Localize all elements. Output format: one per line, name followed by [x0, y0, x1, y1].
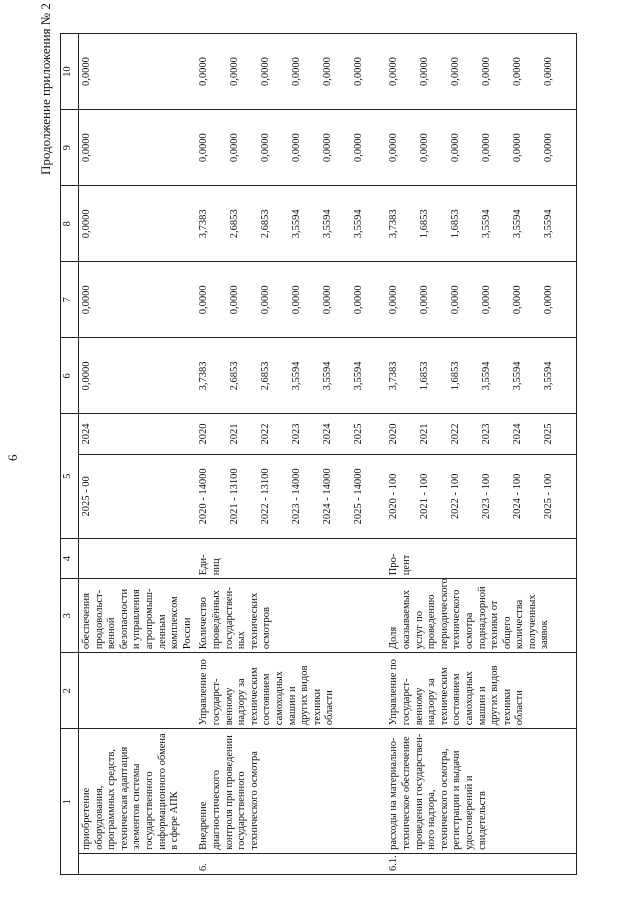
header-cell: 6: [61, 338, 79, 414]
cell-value: 3,5594: [543, 209, 555, 239]
cell-value: 3,5594: [353, 209, 365, 239]
cell-value: 0,0000: [543, 57, 555, 87]
cell-value: 3,5594: [322, 209, 334, 239]
cell-value: 0,0000: [512, 57, 524, 87]
page-number: 6: [5, 454, 20, 461]
cell-value: 0,0000: [481, 285, 493, 315]
cell-name: расходы на материально-техническое обеспечение проведения государствен-ного надзора, технического осмотра, регистрации и выдачи удостоверений и свидетельств: [386, 729, 577, 854]
cell-c8: [79, 186, 197, 262]
cell-value: 1,6853: [419, 361, 431, 391]
cell-value: 0,0000: [512, 285, 524, 315]
cell-unit: Про-цент: [386, 539, 577, 579]
program-table: [60, 33, 577, 875]
cell-value: 3,5594: [353, 361, 365, 391]
cell-value: 0,0000: [81, 57, 92, 87]
cell-value: 2023: [481, 423, 493, 445]
header-cell: 10: [61, 34, 79, 110]
cell-value: 2021 - 13100: [229, 468, 241, 525]
cell-value: 0,0000: [388, 57, 400, 87]
cell-c7: [196, 262, 386, 338]
cell-value: 2020 - 14000: [198, 468, 210, 525]
header-row: [61, 34, 79, 875]
cell-c10: [196, 34, 386, 110]
table-body: [79, 34, 577, 875]
cell-unit: Еди-ниц: [196, 539, 386, 579]
table-row: [386, 34, 577, 875]
cell-value: 2023: [291, 423, 303, 445]
cell-value: 2024: [322, 423, 334, 445]
cell-value: 0,0000: [322, 133, 334, 163]
cell-executor: Управление по государст-венному надзору за техническим состоянием самоходных машин и других видов техники области: [196, 653, 386, 729]
cell-value: 3,7383: [388, 361, 400, 391]
cell-years: [386, 414, 577, 454]
cell-value: 2021: [229, 423, 241, 445]
cell-value: 3,5594: [322, 361, 334, 391]
cell-value: 3,5594: [512, 361, 524, 391]
cell-value: 0,0000: [291, 285, 303, 315]
cell-value: 3,5594: [481, 361, 493, 391]
cell-c8: [386, 186, 577, 262]
cell-value: 0,0000: [450, 133, 462, 163]
cell-value: 0,0000: [229, 285, 241, 315]
cell-unit: [79, 539, 197, 579]
cell-c8: [196, 186, 386, 262]
cell-value: 0,0000: [353, 57, 365, 87]
cell-value: 0,0000: [419, 133, 431, 163]
cell-value: 0,0000: [198, 57, 210, 87]
cell-value: 2,6853: [229, 209, 241, 239]
cell-value: 0,0000: [81, 285, 92, 315]
cell-value: 0,0000: [81, 361, 92, 391]
cell-value: 1,6853: [450, 361, 462, 391]
cell-value: 2023 - 100: [481, 473, 493, 520]
cell-value: 0,0000: [260, 285, 272, 315]
cell-value: 0,0000: [543, 285, 555, 315]
cell-value: 2024: [81, 423, 92, 445]
cell-indicator: Количество проведённых государствен-ных технических осмотров: [196, 579, 386, 653]
cell-codes: [386, 454, 577, 539]
cell-value: 2025 - 00: [81, 476, 92, 517]
cell-value: 0,0000: [388, 285, 400, 315]
header-cell: 2: [61, 653, 79, 729]
cell-value: 0,0000: [322, 57, 334, 87]
cell-value: 0,0000: [481, 133, 493, 163]
cell-value: 2025: [543, 423, 555, 445]
header-cell: 9: [61, 110, 79, 186]
cell-value: 0,0000: [353, 133, 365, 163]
cell-indicator: Доля оказываемых услуг по проведению периодического технического осмотра поднадзорной техники от общего количества полученных заявок: [386, 579, 577, 653]
cell-value: 0,0000: [260, 57, 272, 87]
cell-value: 2,6853: [260, 361, 272, 391]
cell-c10: [386, 34, 577, 110]
cell-c7: [386, 262, 577, 338]
cell-value: 0,0000: [543, 133, 555, 163]
cell-years: [196, 414, 386, 454]
cell-value: 0,0000: [81, 133, 92, 163]
cell-value: 0,0000: [419, 57, 431, 87]
cell-value: 2020 - 100: [388, 473, 400, 520]
header-cell: 1: [61, 729, 79, 875]
cell-value: 0,0000: [450, 285, 462, 315]
cell-value: 0,0000: [419, 285, 431, 315]
cell-value: 0,0000: [198, 133, 210, 163]
cell-value: 0,0000: [81, 209, 92, 239]
header-cell: 4: [61, 539, 79, 579]
cell-value: 2025: [353, 423, 365, 445]
table-row: [196, 34, 386, 875]
table-row: [79, 34, 197, 875]
cell-value: 2020: [198, 423, 210, 445]
cell-executor: [79, 653, 197, 729]
cell-value: 0,0000: [260, 133, 272, 163]
cell-num: [79, 853, 197, 874]
cell-num: 6.: [196, 853, 386, 874]
cell-value: 1,6853: [450, 209, 462, 239]
cell-years: [79, 414, 197, 454]
cell-value: 0,0000: [512, 133, 524, 163]
cell-value: 0,0000: [229, 133, 241, 163]
cell-value: 2024 - 14000: [322, 468, 334, 525]
cell-value: 2021: [419, 423, 431, 445]
cell-c6: [386, 338, 577, 414]
cell-c7: [79, 262, 197, 338]
cell-value: 2025 - 100: [543, 473, 555, 520]
cell-indicator: обеспечения продовольст-венной безопасности и управления агропромыш-ленным комплексом России: [79, 579, 197, 653]
cell-value: 2024 - 100: [512, 473, 524, 520]
cell-value: 3,5594: [512, 209, 524, 239]
cell-value: 3,7383: [198, 209, 210, 239]
cell-value: 0,0000: [322, 285, 334, 315]
cell-c9: [79, 110, 197, 186]
cell-value: 0,0000: [291, 57, 303, 87]
appendix-note: Продолжение приложения № 2: [38, 3, 53, 175]
cell-value: 2,6853: [229, 361, 241, 391]
header-cell: 7: [61, 262, 79, 338]
cell-value: 3,7383: [198, 361, 210, 391]
cell-value: 0,0000: [481, 57, 493, 87]
cell-value: 1,6853: [419, 209, 431, 239]
header-cell: 3: [61, 579, 79, 653]
cell-c9: [196, 110, 386, 186]
cell-value: 3,7383: [388, 209, 400, 239]
cell-c6: [196, 338, 386, 414]
cell-value: 2022 - 13100: [260, 468, 272, 525]
cell-value: 2024: [512, 423, 524, 445]
cell-value: 2021 - 100: [419, 473, 431, 520]
cell-value: 0,0000: [388, 133, 400, 163]
cell-executor: Управление по государст-венному надзору за техническим состоянием самоходных машин и других видов техники области: [386, 653, 577, 729]
cell-value: 2,6853: [260, 209, 272, 239]
cell-codes: [79, 454, 197, 539]
cell-value: 2022: [450, 423, 462, 445]
cell-num: 6.1.: [386, 853, 577, 874]
cell-value: 0,0000: [450, 57, 462, 87]
cell-value: 2025 - 14000: [353, 468, 365, 525]
cell-name: Внедрение диагностического контроля при проведении государственного технического осмотра: [196, 729, 386, 854]
cell-value: 3,5594: [481, 209, 493, 239]
cell-c10: [79, 34, 197, 110]
cell-value: 0,0000: [353, 285, 365, 315]
cell-codes: [196, 454, 386, 539]
cell-value: 2022: [260, 423, 272, 445]
cell-value: 2023 - 14000: [291, 468, 303, 525]
cell-value: 3,5594: [291, 209, 303, 239]
cell-value: 2020: [388, 423, 400, 445]
cell-value: 0,0000: [229, 57, 241, 87]
header-cell: 5: [61, 414, 79, 539]
cell-name: приобретение оборудования, программных средств, техническая адаптация элементов системы государственного информационного обмена в сфере АПК: [79, 729, 197, 854]
cell-c6: [79, 338, 197, 414]
cell-value: 3,5594: [291, 361, 303, 391]
cell-c9: [386, 110, 577, 186]
header-cell: 8: [61, 186, 79, 262]
cell-value: 0,0000: [198, 285, 210, 315]
cell-value: 0,0000: [291, 133, 303, 163]
cell-value: 2022 - 100: [450, 473, 462, 520]
cell-value: 3,5594: [543, 361, 555, 391]
